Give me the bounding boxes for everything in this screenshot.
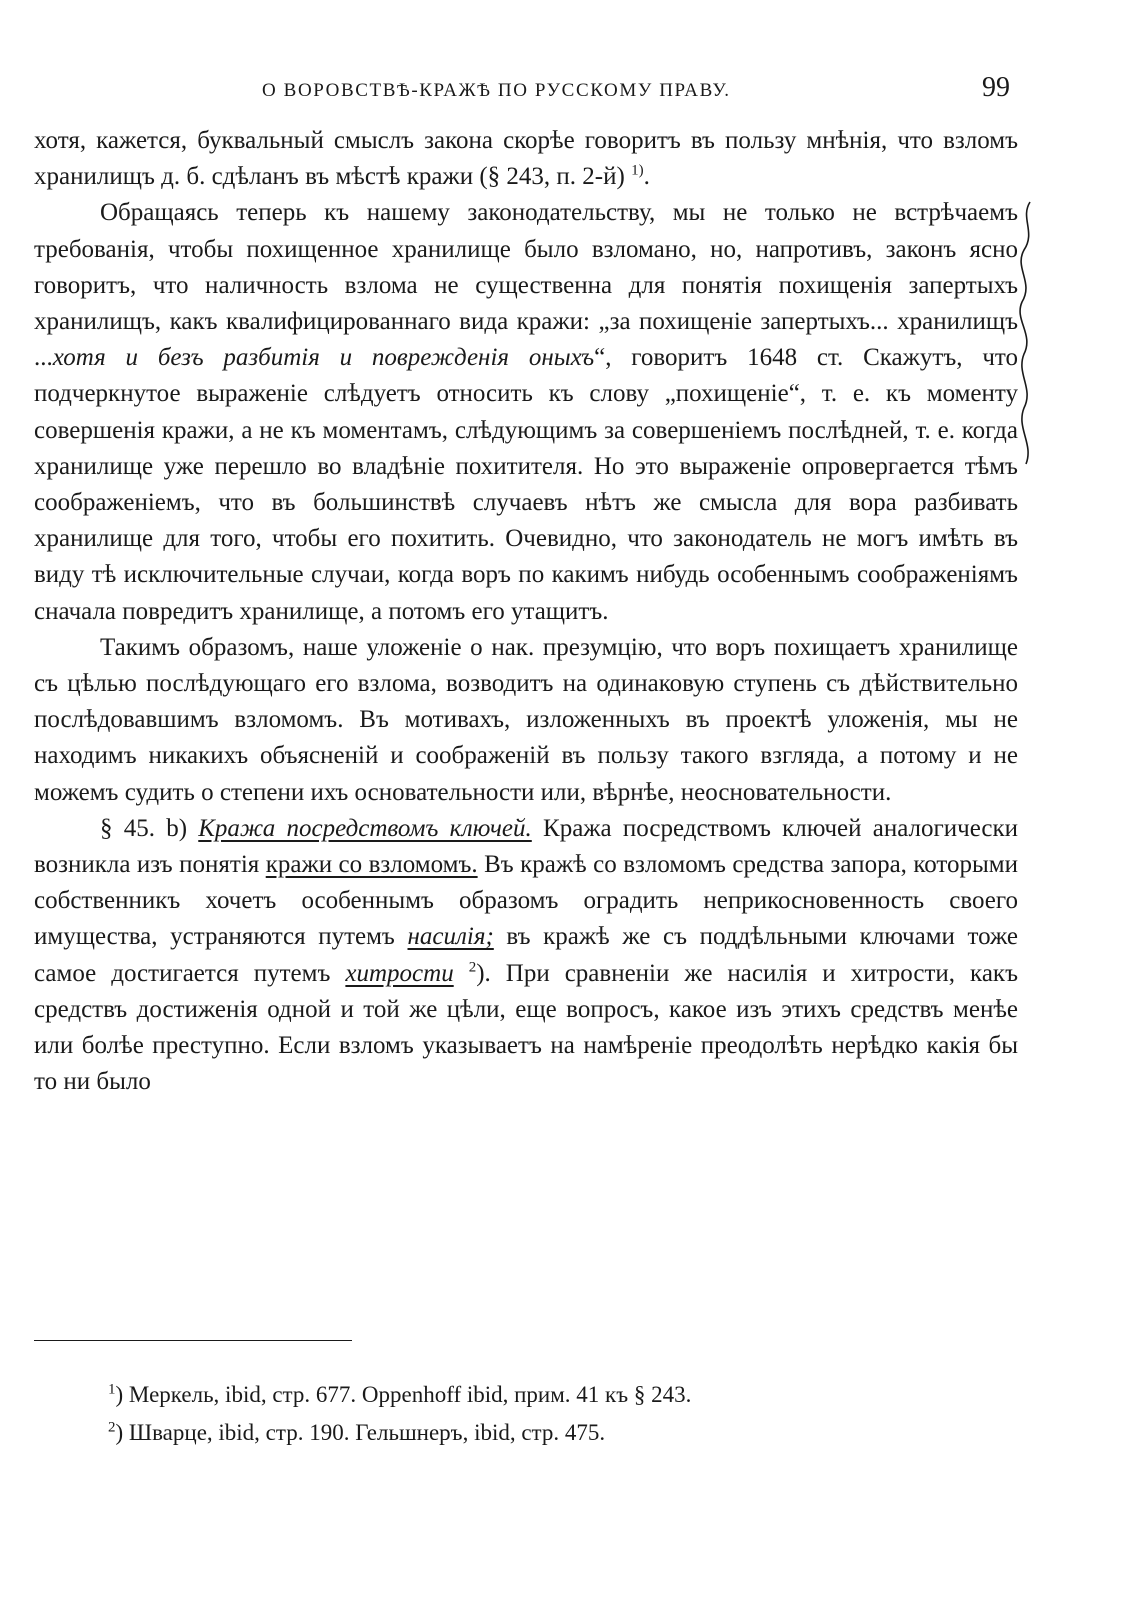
emphasized-phrase: хотя и безъ разбитія и поврежденія оныхъ <box>52 344 595 372</box>
margin-annotation-mark <box>1012 198 1038 466</box>
footnote-ref-2: 2 <box>468 959 477 976</box>
body-text <box>34 123 1018 1100</box>
emphasized-violence: насилія; <box>407 923 494 951</box>
footnotes <box>108 1376 988 1452</box>
paragraph-1: хотя, кажется, буквальный смыслъ закона скорѣе говоритъ въ пользу мнѣнія, что взломъ хранилищъ д. б. сдѣланъ въ мѣстѣ кражи (§ 243, п. 2-й) $^{1)}$. <box>34 127 1018 191</box>
footnote-ref-1: 1) <box>631 162 644 179</box>
page-header <box>34 72 1014 112</box>
running-title: О ВОРОВСТВѢ-КРАЖѢ ПО РУССКОМУ ПРАВУ. <box>262 80 731 101</box>
footnote-2: $^2$) Шварце, ibid, стр. 190. Гельшнеръ, ibid, стр. 475. <box>108 1419 606 1445</box>
footnote-1: $^1$) Меркель, ibid, стр. 677. Oppenhoff ibid, прим. 41 къ § 243. <box>108 1381 692 1407</box>
emphasized-cunning: хитрости <box>345 959 454 987</box>
paragraph-2: Обращаясь теперь къ нашему законодательству, мы не только не встрѣчаемъ требованія, чтобы похищенное хранилище было взломано, но, напротивъ, законъ ясно говоритъ, что наличность взлома не существенна для понятія похищенія запертыхъ хранилищъ, какъ квалифицированнаго вида кражи: „за похищеніе запертыхъ... хранилищъ ...хотя и безъ разбитія и поврежденія оныхъ“, говоритъ 1648 ст. Скажутъ, что подчеркнутое выраженіе слѣдуетъ относить къ слову „похищеніе“, т. е. къ моменту совершенія кражи, а не къ моментамъ, слѣдующимъ за совершеніемъ послѣдней, т. е. когда хранилище уже перешло во владѣніе похитителя. Но это выраженіе опровергается тѣмъ соображеніемъ, что въ большинствѣ случаевъ нѣтъ же смысла для вора разбивать хранилище для того, чтобы его похитить. Очевидно, что законодатель не могъ имѣть въ виду тѣ исключительные случаи, когда воръ по какимъ нибудь особеннымъ соображеніямъ сначала повредитъ хранилище, а потомъ его утащитъ. <box>34 199 1018 625</box>
paragraph-3: Такимъ образомъ, наше уложеніе о нак. презумцію, что воръ похищаетъ хранилище съ цѣлью послѣдующаго его взлома, возводитъ на одинаковую ступень съ дѣйствительно послѣдовавшимъ взломомъ. Въ мотивахъ, изложенныхъ въ проектѣ уложенія, мы не находимъ никакихъ объясненій и соображеній въ пользу такого взгляда, а потому и не можемъ судить о степени ихъ основательности или, вѣрнѣе, неосновательности. <box>34 633 1018 806</box>
footnote-divider <box>34 1340 352 1341</box>
underlined-phrase: кражи со взломомъ. <box>265 851 478 879</box>
paragraph-4: § 45. b) Кража посредствомъ ключей. Кража посредствомъ ключей аналогически возникла изъ понятія кражи со взломомъ. Въ кражѣ со взломомъ средства запора, которыми собственникъ хочетъ особеннымъ образомъ оградить неприкосновенность своего имущества, устраняются путемъ насилія; въ кражѣ же съ поддѣльными ключами тоже самое достигается путемъ хитрости $^2$). При сравненіи же насилія и хитрости, какъ средствъ достиженія одной и той же цѣли, еще вопросъ, какое изъ этихъ средствъ менѣе или болѣе преступно. Если взломъ указываетъ на намѣреніе преодолѣть нерѣдко какія бы то ни было <box>34 814 1019 1096</box>
section-title: Кража посредствомъ ключей. <box>198 814 532 842</box>
page-number: 99 <box>982 72 1010 103</box>
section-number: § 45. b) <box>100 814 188 842</box>
